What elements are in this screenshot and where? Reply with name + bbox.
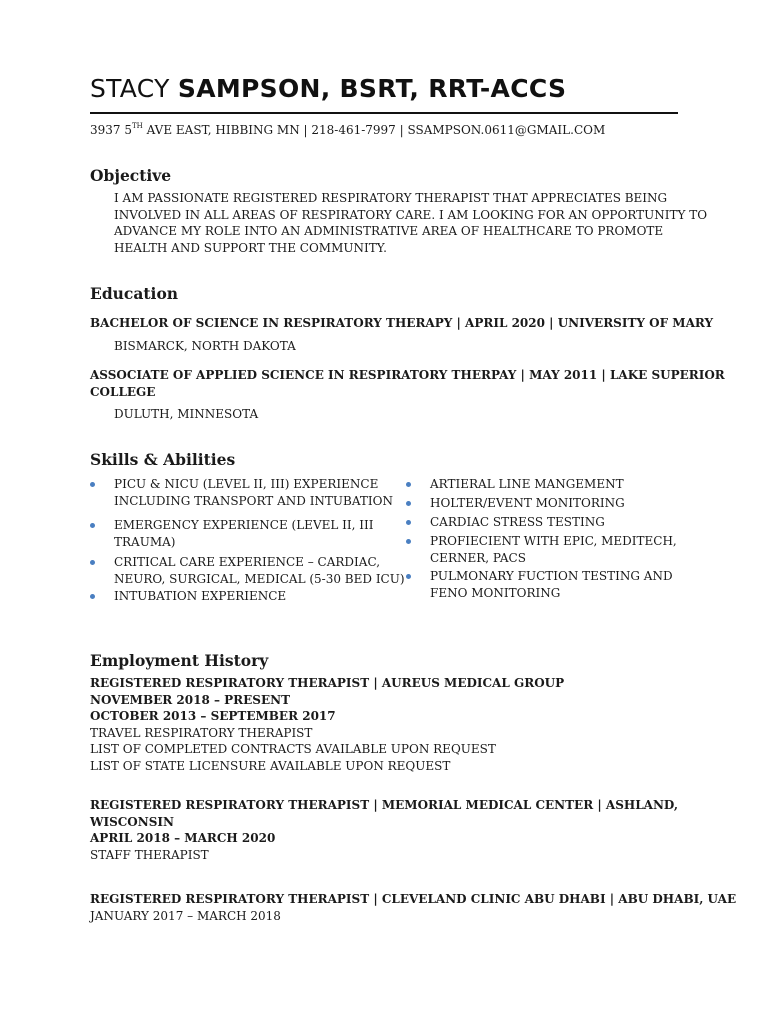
skill-item xyxy=(430,476,624,493)
objective-line: HEALTH AND SUPPORT THE COMMUNITY. xyxy=(114,240,387,255)
skill-item xyxy=(114,588,286,605)
education-location: DULUTH, MINNESOTA xyxy=(114,407,259,421)
skill-line: INTUBATION EXPERIENCE xyxy=(114,589,287,603)
bullet-icon xyxy=(90,482,95,487)
skills-heading: Skills & Abilities xyxy=(90,450,236,469)
objective-heading: Objective xyxy=(90,166,172,185)
contact-ordinal: TH xyxy=(132,122,143,130)
contact-line xyxy=(90,123,605,137)
job-dates: JANUARY 2017 – MARCH 2018 xyxy=(90,908,281,923)
skill-line: CARDIAC STRESS TESTING xyxy=(430,515,605,529)
job-dates: NOVEMBER 2018 – PRESENT xyxy=(90,692,290,707)
bullet-icon xyxy=(406,482,411,487)
skill-item xyxy=(114,517,373,551)
education-heading: Education xyxy=(90,284,179,303)
skill-line: HOLTER/EVENT MONITORING xyxy=(430,496,625,510)
job-detail: TRAVEL RESPIRATORY THERAPIST xyxy=(90,725,313,740)
contact-address-number: 3937 5 xyxy=(90,123,132,137)
bullet-icon xyxy=(406,501,411,506)
skill-line: PULMONARY FUCTION TESTING AND xyxy=(430,569,673,583)
job-title: WISCONSIN xyxy=(90,814,174,829)
skill-line: EMERGENCY EXPERIENCE (LEVEL II, III xyxy=(114,518,374,532)
bullet-icon xyxy=(90,523,95,528)
job-entry xyxy=(90,675,564,774)
degree-title-line: ASSOCIATE OF APPLIED SCIENCE IN RESPIRATORY THERPAY | MAY 2011 | LAKE SUPERIOR xyxy=(90,368,725,382)
job-title: REGISTERED RESPIRATORY THERAPIST | AUREUS MEDICAL GROUP xyxy=(90,676,565,690)
contact-details: AVE EAST, HIBBING MN | 218-461-7997 | SSAMPSON.0611@GMAIL.COM xyxy=(142,123,606,137)
degree-title-line: COLLEGE xyxy=(90,384,156,399)
skill-item xyxy=(114,476,393,510)
job-entry xyxy=(90,891,736,924)
education-degree-title: BACHELOR OF SCIENCE IN RESPIRATORY THERAPY | APRIL 2020 | UNIVERSITY OF MARY xyxy=(90,316,714,330)
objective-line: INVOLVED IN ALL AREAS OF RESPIRATORY CARE. I AM LOOKING FOR AN OPPORTUNITY TO xyxy=(114,207,708,222)
skill-line: PROFIECIENT WITH EPIC, MEDITECH, xyxy=(430,534,677,548)
last-name-credentials: SAMPSON, BSRT, RRT-ACCS xyxy=(177,74,567,103)
skill-item xyxy=(430,533,677,567)
job-detail: LIST OF COMPLETED CONTRACTS AVAILABLE UPON REQUEST xyxy=(90,742,496,756)
bullet-icon xyxy=(90,594,95,599)
skill-line: ARTIERAL LINE MANGEMENT xyxy=(430,477,624,491)
employment-heading: Employment History xyxy=(90,651,269,670)
education-location: BISMARCK, NORTH DAKOTA xyxy=(114,339,296,353)
job-title: REGISTERED RESPIRATORY THERAPIST | CLEVELAND CLINIC ABU DHABI | ABU DHABI, UAE xyxy=(90,892,737,906)
skill-item xyxy=(430,514,605,531)
job-entry xyxy=(90,797,678,863)
bullet-icon xyxy=(90,560,95,565)
skill-item xyxy=(430,495,625,512)
header-divider xyxy=(90,112,678,114)
job-dates: OCTOBER 2013 – SEPTEMBER 2017 xyxy=(90,709,336,723)
bullet-icon xyxy=(406,539,411,544)
job-title: REGISTERED RESPIRATORY THERAPIST | MEMORIAL MEDICAL CENTER | ASHLAND, xyxy=(90,798,679,812)
skill-line: FENO MONITORING xyxy=(430,586,561,600)
candidate-name xyxy=(90,74,566,103)
skill-line: CERNER, PACS xyxy=(430,551,526,565)
skill-line: NEURO, SURGICAL, MEDICAL (5-30 BED ICU) xyxy=(114,572,405,586)
job-detail: STAFF THERAPIST xyxy=(90,847,209,862)
skill-line: CRITICAL CARE EXPERIENCE – CARDIAC, xyxy=(114,555,381,569)
skill-item xyxy=(430,568,673,602)
skill-line: PICU & NICU (LEVEL II, III) EXPERIENCE xyxy=(114,477,379,491)
job-dates: APRIL 2018 – MARCH 2020 xyxy=(90,831,276,845)
education-degree-title xyxy=(90,367,725,400)
skill-line: INCLUDING TRANSPORT AND INTUBATION xyxy=(114,494,393,508)
bullet-icon xyxy=(406,520,411,525)
skill-item xyxy=(114,554,405,588)
objective-line: I AM PASSIONATE REGISTERED RESPIRATORY THERAPIST THAT APPRECIATES BEING xyxy=(114,191,668,205)
skill-line: TRAUMA) xyxy=(114,535,176,549)
job-detail: LIST OF STATE LICENSURE AVAILABLE UPON REQUEST xyxy=(90,758,451,773)
first-name: STACY xyxy=(90,74,170,103)
objective-line: ADVANCE MY ROLE INTO AN ADMINISTRATIVE AREA OF HEALTHCARE TO PROMOTE xyxy=(114,224,664,238)
objective-text xyxy=(114,190,707,256)
bullet-icon xyxy=(406,574,411,579)
